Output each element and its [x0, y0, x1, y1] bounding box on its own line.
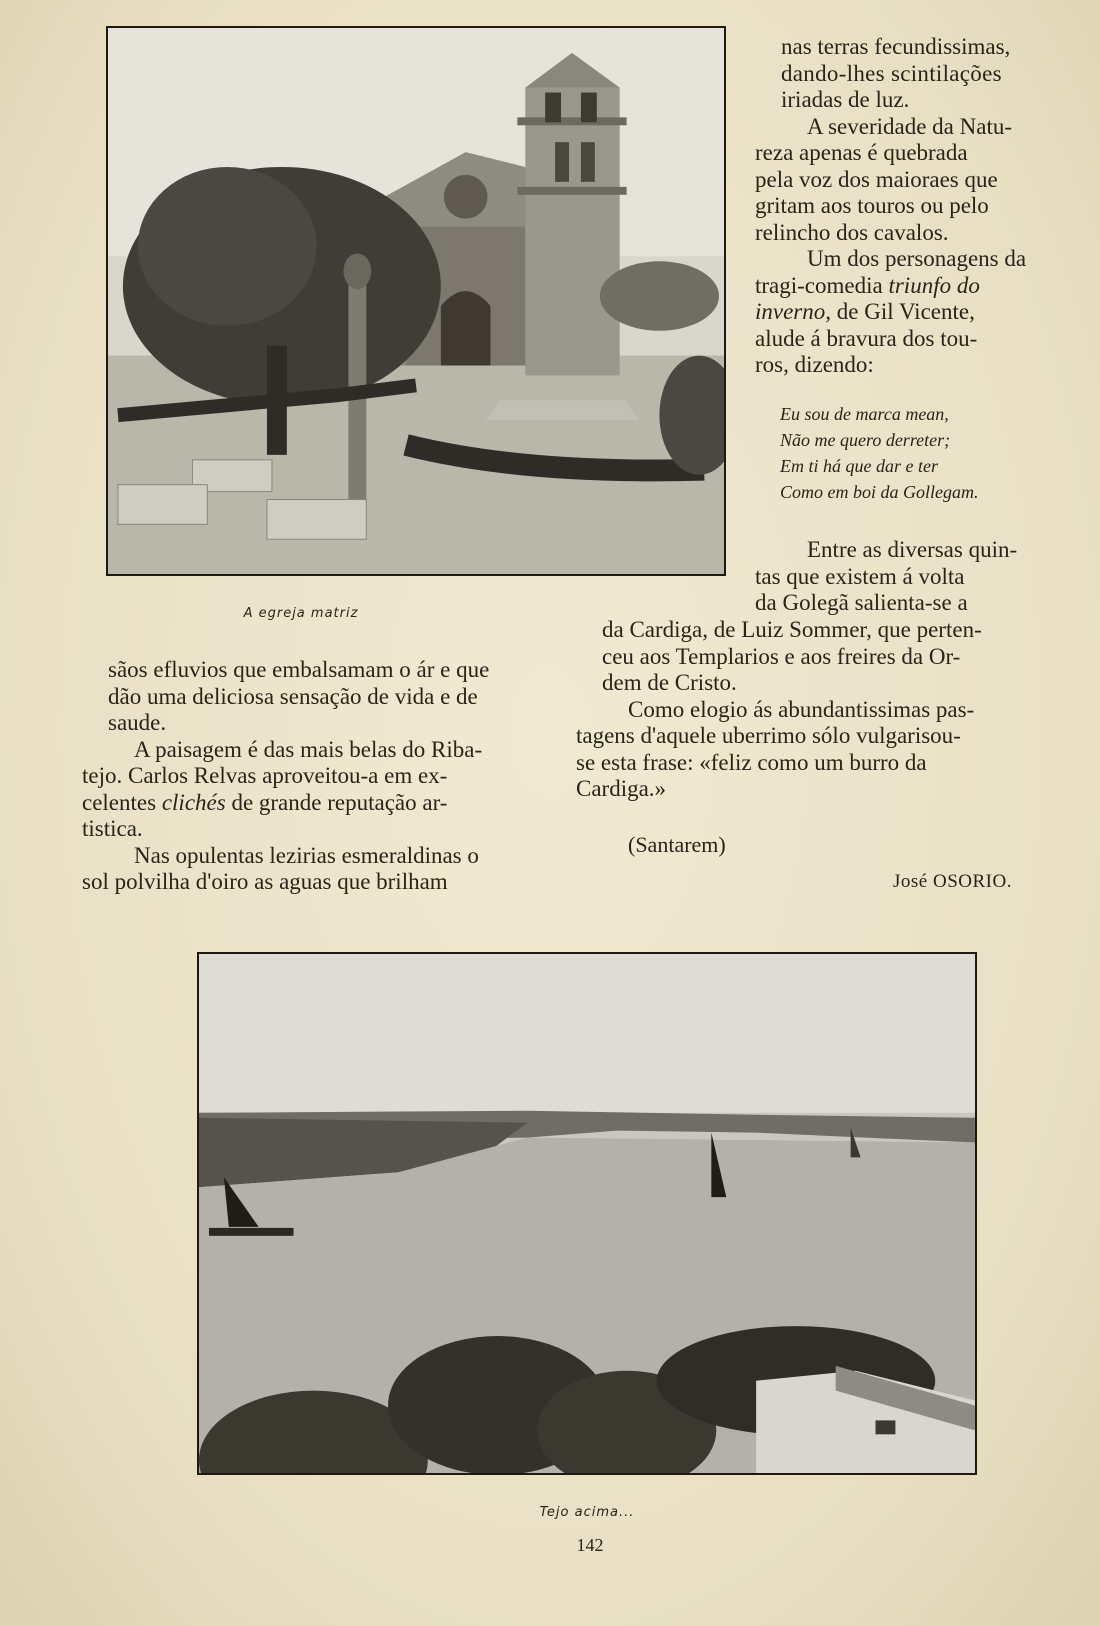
text-line: dando-lhes scintilações	[781, 60, 1002, 86]
text-line: Nas opulentas lezirias esmeraldinas o	[134, 842, 479, 868]
text-line: tas que existem á volta	[755, 563, 965, 589]
text-line: relincho dos cavalos.	[755, 219, 949, 245]
page-number: 142	[576, 1535, 604, 1555]
text-line: dão uma deliciosa sensação de vida e de	[108, 683, 478, 709]
text-line: sol polvilha d'oiro as aguas que brilham	[82, 869, 448, 894]
verse-line: Não me quero derreter;	[780, 430, 951, 450]
church-photo-caption: A egreja matriz	[243, 606, 359, 621]
text-line: tagens d'aquele uberrimo sólo vulgarisou-	[576, 723, 961, 748]
text-line: ceu aos Templarios e aos freires da Or-	[602, 643, 961, 669]
church-photo	[106, 26, 726, 576]
text-line: se esta frase: «feliz como um burro da	[576, 749, 927, 775]
text-line: gritam aos touros ou pelo	[755, 193, 989, 218]
text-line: A severidade da Natu-	[807, 113, 1013, 139]
right-column-top	[755, 34, 1064, 379]
text-line: pela voz dos maioraes que	[755, 166, 998, 192]
text-line: de Gil Vicente,	[836, 299, 975, 324]
text-line: da Golegã salienta-se a	[755, 590, 968, 615]
text-line: nas terras fecundissimas,	[781, 34, 1011, 59]
verse-line: Eu sou de marca mean,	[780, 404, 949, 424]
right-column-mid-narrow	[755, 537, 1064, 617]
text-line: tragi-comedia	[755, 272, 883, 298]
text-line: tistica.	[82, 816, 143, 841]
text-line: A paisagem é das mais belas do Riba-	[134, 736, 483, 762]
text-italic: triunfo do	[888, 272, 980, 298]
text-line: Como elogio ás abundantissimas pas-	[628, 696, 975, 722]
verse-line: Como em boi da Gollegam.	[780, 482, 979, 502]
text-line: iriadas de luz.	[781, 87, 910, 112]
place-line: (Santarem)	[628, 832, 726, 857]
river-photo-caption: Tejo acima...	[539, 1505, 635, 1520]
text-line: da Cardiga, de Luiz Sommer, que perten-	[602, 617, 982, 642]
author-signature: José OSORIO.	[893, 871, 1012, 892]
verse-quote	[780, 401, 1080, 505]
text-line: tejo. Carlos Relvas aproveitou-a em ex-	[82, 763, 448, 788]
river-photo	[197, 952, 977, 1475]
text-line: Entre as diversas quin-	[807, 537, 1018, 562]
verse-line: Em ti há que dar e ter	[780, 456, 938, 476]
text-italic: inverno,	[755, 299, 832, 324]
text-line: alude á bravura dos tou-	[755, 325, 978, 351]
right-column-mid-wide	[576, 617, 1064, 803]
text-line: sãos efluvios que embalsamam o ár e que	[108, 657, 490, 682]
text-line: de grande reputação ar-	[231, 789, 448, 815]
text-line: saude.	[108, 710, 167, 735]
text-italic: clichés	[161, 789, 226, 815]
left-column	[82, 657, 569, 896]
text-line: Um dos personagens da	[807, 246, 1027, 271]
text-line: Cardiga.»	[576, 776, 667, 801]
text-line: dem de Cristo.	[602, 670, 737, 695]
text-line: ros, dizendo:	[755, 352, 874, 377]
text-line: reza apenas é quebrada	[755, 140, 968, 165]
text-line: celentes	[82, 789, 157, 815]
